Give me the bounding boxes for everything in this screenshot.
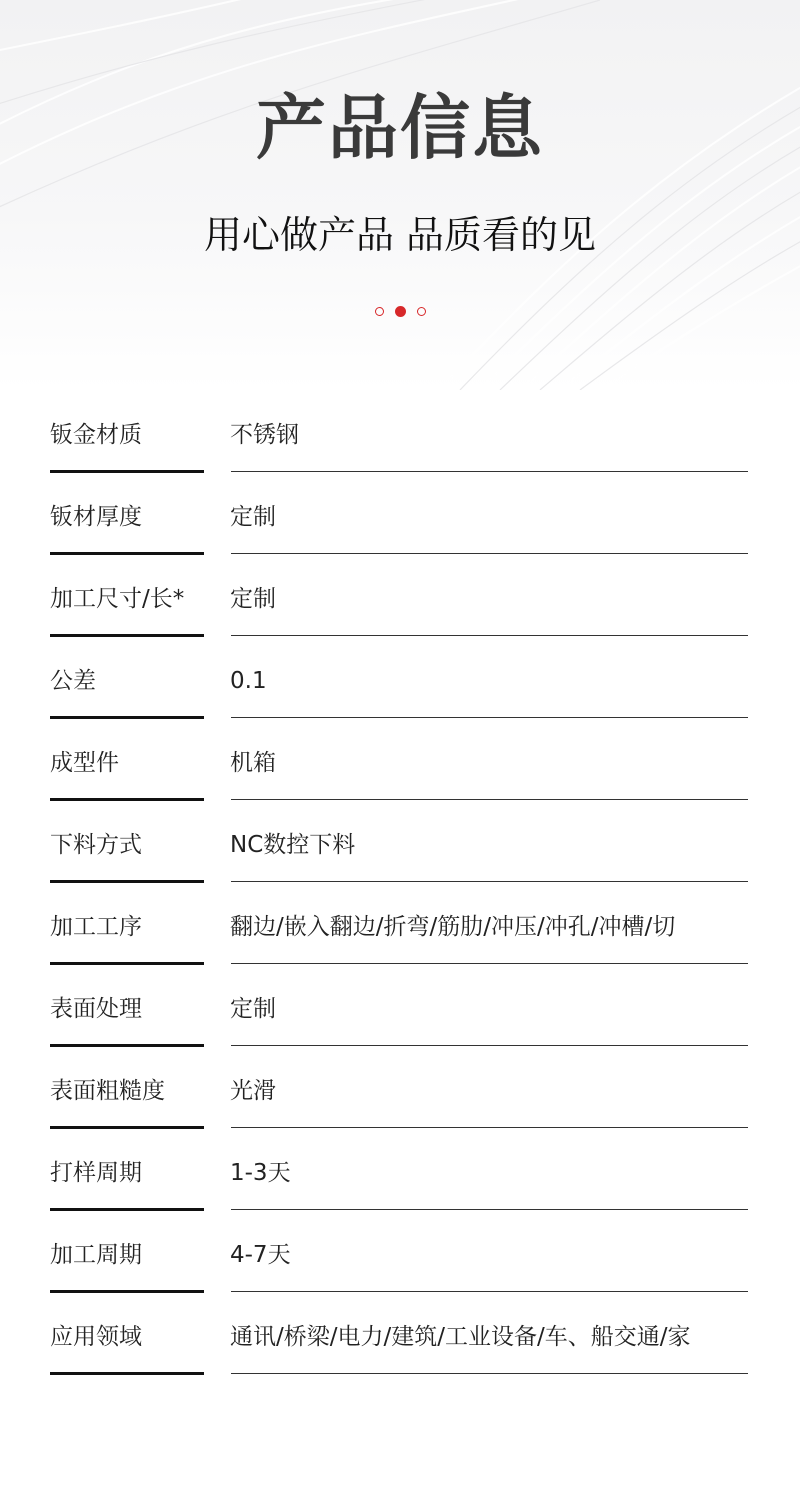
- spec-value: 定制: [230, 586, 276, 612]
- spec-value: 机箱: [230, 750, 276, 776]
- spec-label: 下料方式: [50, 832, 142, 858]
- spec-label: 加工工序: [50, 914, 142, 940]
- spec-label: 加工周期: [50, 1242, 142, 1268]
- dot-indicator-2-active: [395, 306, 406, 317]
- spec-value: NC数控下料: [230, 832, 356, 858]
- spec-row-thickness: [0, 472, 800, 554]
- spec-row-cutting-method: [0, 800, 800, 882]
- spec-value: 0.1: [230, 668, 267, 694]
- spec-row-sample-cycle: [0, 1128, 800, 1210]
- spec-row-surface-treatment: [0, 964, 800, 1046]
- spec-value: 定制: [230, 504, 276, 530]
- spec-value: 4-7天: [230, 1242, 291, 1268]
- hero-banner: [0, 0, 800, 390]
- spec-value: 光滑: [230, 1078, 276, 1104]
- spec-label: 钣材厚度: [50, 504, 142, 530]
- spec-label: 公差: [50, 668, 96, 694]
- spec-value: 定制: [230, 996, 276, 1022]
- spec-label: 应用领域: [50, 1324, 142, 1350]
- dot-indicator-1: [375, 307, 384, 316]
- spec-value: 通讯/桥梁/电力/建筑/工业设备/车、船交通/家: [230, 1324, 691, 1350]
- spec-label: 加工尺寸/长*: [50, 586, 185, 612]
- spec-value: 翻边/嵌入翻边/折弯/筋肋/冲压/冲孔/冲槽/切: [230, 914, 676, 940]
- page-subtitle: 用心做产品 品质看的见: [203, 213, 597, 257]
- spec-label: 钣金材质: [50, 422, 142, 448]
- spec-value: 不锈钢: [230, 422, 299, 448]
- spec-row-roughness: [0, 1046, 800, 1128]
- label-divider: [50, 1372, 204, 1375]
- dot-indicator-3: [417, 307, 426, 316]
- spec-row-tolerance: [0, 636, 800, 718]
- spec-label: 打样周期: [50, 1160, 142, 1186]
- carousel-dots: [0, 305, 800, 319]
- spec-value: 1-3天: [230, 1160, 291, 1186]
- background-wave-pattern: [0, 0, 800, 390]
- spec-table: [0, 390, 800, 1374]
- spec-label: 表面粗糙度: [50, 1078, 165, 1104]
- spec-row-formed-part: [0, 718, 800, 800]
- spec-label: 成型件: [50, 750, 119, 776]
- spec-row-size: [0, 554, 800, 636]
- page-title: 产品信息: [256, 87, 544, 169]
- spec-row-production-cycle: [0, 1210, 800, 1292]
- spec-row-application: [0, 1292, 800, 1374]
- spec-label: 表面处理: [50, 996, 142, 1022]
- value-divider: [231, 1373, 748, 1374]
- spec-row-process: [0, 882, 800, 964]
- spec-row-material: [0, 390, 800, 472]
